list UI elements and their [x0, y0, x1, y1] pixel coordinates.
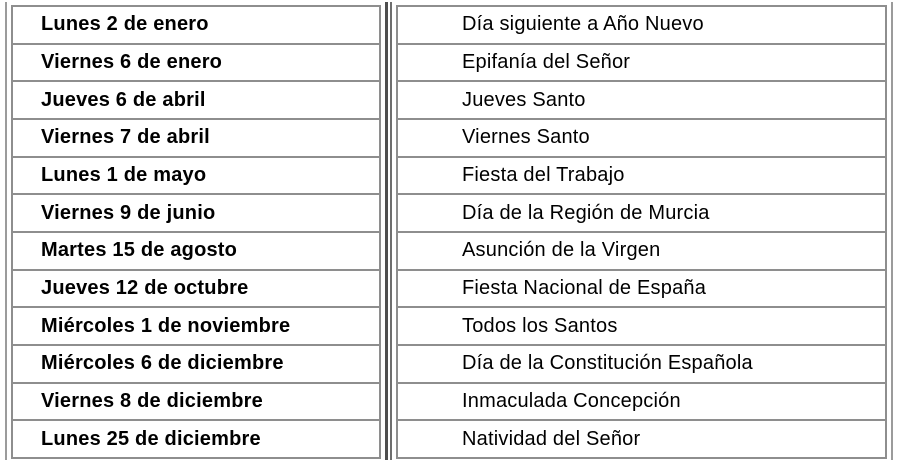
- holiday-name: Día siguiente a Año Nuevo: [462, 13, 704, 36]
- table-row: [13, 118, 379, 156]
- holiday-name: Inmaculada Concepción: [462, 390, 681, 413]
- holiday-name: Jueves Santo: [462, 88, 586, 111]
- table-row: [13, 231, 379, 269]
- holiday-name: Natividad del Señor: [462, 427, 641, 450]
- holiday-name: Fiesta Nacional de España: [462, 277, 707, 300]
- holiday-date: Lunes 25 de diciembre: [41, 427, 261, 450]
- table-row: [398, 7, 885, 43]
- table-row: [398, 156, 885, 194]
- table-row: [13, 43, 379, 81]
- holiday-date: Viernes 9 de junio: [41, 201, 216, 224]
- table-row: [13, 419, 379, 457]
- table-row: [398, 193, 885, 231]
- holiday-date: Jueves 12 de octubre: [41, 277, 249, 300]
- public-holidays-table: [5, 2, 893, 460]
- table-row: [13, 193, 379, 231]
- table-row: [398, 382, 885, 420]
- table-row: [398, 306, 885, 344]
- table-row: [13, 156, 379, 194]
- table-row: [398, 118, 885, 156]
- holiday-date: Lunes 2 de enero: [41, 13, 209, 36]
- holiday-name: Todos los Santos: [462, 314, 618, 337]
- holiday-names-column-inner: [396, 5, 887, 459]
- table-row: [398, 344, 885, 382]
- holiday-name: Fiesta del Trabajo: [462, 164, 625, 187]
- table-row: [398, 231, 885, 269]
- table-row: [13, 269, 379, 307]
- table-row: [13, 7, 379, 43]
- table-row: [13, 344, 379, 382]
- holiday-date: Miércoles 6 de diciembre: [41, 352, 284, 375]
- table-row: [398, 269, 885, 307]
- holiday-names-column: [390, 2, 893, 460]
- holiday-name: Viernes Santo: [462, 126, 590, 149]
- dates-column: [5, 2, 388, 460]
- table-row: [398, 80, 885, 118]
- table-row: [13, 306, 379, 344]
- table-row: [398, 43, 885, 81]
- holiday-name: Asunción de la Virgen: [462, 239, 661, 262]
- holiday-date: Viernes 7 de abril: [41, 126, 210, 149]
- holiday-name: Día de la Constitución Española: [462, 352, 753, 375]
- holiday-date: Martes 15 de agosto: [41, 239, 238, 262]
- holiday-date: Viernes 6 de enero: [41, 51, 223, 73]
- table-row: [13, 80, 379, 118]
- holiday-name: Epifanía del Señor: [462, 51, 631, 73]
- holiday-name: Día de la Región de Murcia: [462, 201, 710, 224]
- table-row: [13, 382, 379, 420]
- holiday-date: Miércoles 1 de noviembre: [41, 314, 291, 337]
- holiday-date: Viernes 8 de diciembre: [41, 390, 263, 413]
- holiday-date: Lunes 1 de mayo: [41, 164, 207, 187]
- holiday-date: Jueves 6 de abril: [41, 88, 206, 111]
- table-row: [398, 419, 885, 457]
- dates-column-inner: [11, 5, 381, 459]
